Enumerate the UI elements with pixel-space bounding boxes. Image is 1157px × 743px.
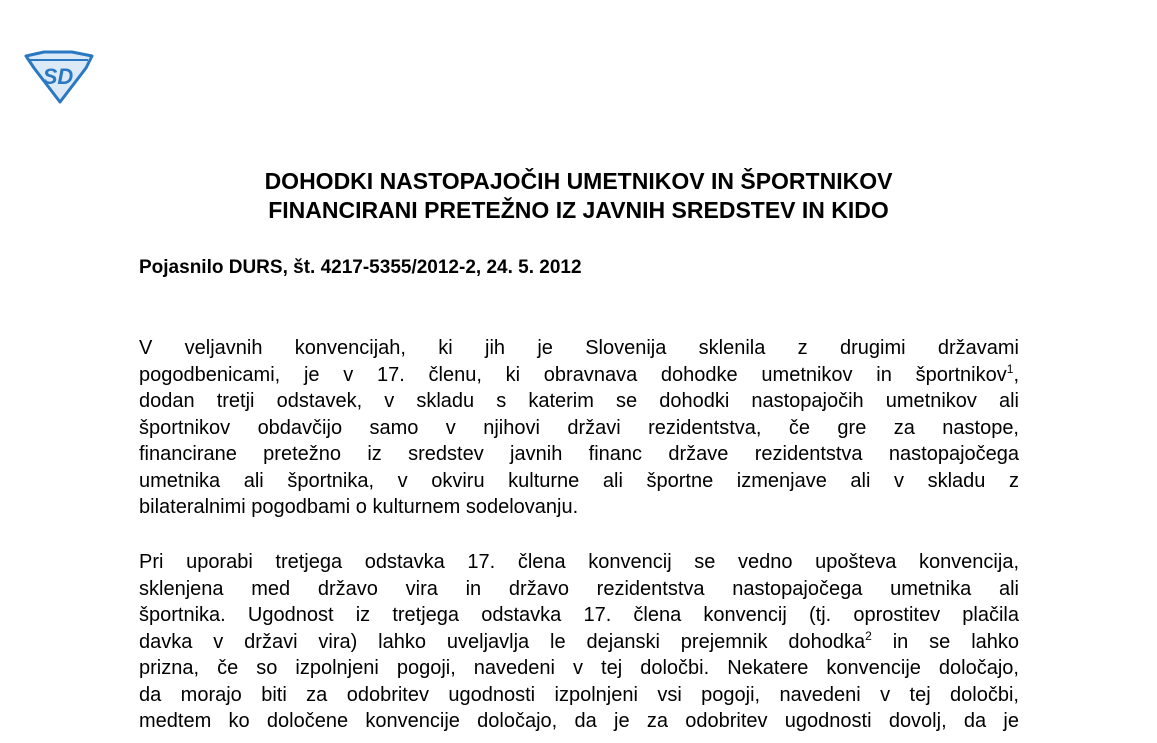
reference-line: Pojasnilo DURS, št. 4217-5355/2012-2, 24. 5. 2012 bbox=[139, 257, 582, 278]
paragraph-line: sklenjena med državo vira in državo rezidentstva nastopajočega umetnika ali bbox=[139, 577, 1019, 600]
paragraph-line: umetnika ali športnika, v okviru kulturne ali športne izmenjave ali v skladu z bbox=[139, 469, 1019, 492]
document-title bbox=[0, 167, 1157, 225]
paragraph-line: dodan tretji odstavek, v skladu s katerim se dohodki nastopajočih umetnikov ali bbox=[139, 390, 1019, 412]
paragraph-line: pogodbenicami, je v 17. členu, ki obravnava dohodke umetnikov in športnikov$^1$, bbox=[139, 361, 1019, 386]
sd-logo-icon bbox=[22, 50, 96, 104]
paragraph-line: V veljavnih konvencijah, ki jih je Slovenija sklenila z drugimi državami bbox=[139, 337, 1019, 359]
paragraph-2 bbox=[139, 549, 1019, 735]
paragraph-line: Pri uporabi tretjega odstavka 17. člena konvencij se vedno upošteva konvencija, bbox=[139, 551, 1019, 573]
paragraph-line: da morajo biti za odobritev ugodnosti izpolnjeni vsi pogoji, navedeni v tej določbi, bbox=[139, 683, 1019, 706]
logo-letters: SD bbox=[42, 64, 74, 89]
paragraph-line: davka v državi vira) lahko uveljavlja le dejanski prejemnik dohodka$^2$ in se lahko bbox=[139, 628, 1020, 653]
paragraph-line: medtem ko določene konvencije določajo, da je za odobritev ugodnosti dovolj, da je bbox=[139, 710, 1019, 732]
footnote-1-mark[interactable]: 1 bbox=[1006, 361, 1014, 376]
title-line-1: DOHODKI NASTOPAJOČIH UMETNIKOV IN ŠPORTNIKOV bbox=[264, 168, 893, 194]
paragraph-1 bbox=[139, 335, 1019, 521]
footnote-2-mark[interactable]: 2 bbox=[865, 628, 872, 643]
paragraph-line: bilateralnimi pogodbami o kulturnem sodelovanju. bbox=[139, 496, 579, 518]
paragraph-line: financirane pretežno iz sredstev javnih financ države rezidentstva nastopajočega bbox=[139, 443, 1019, 465]
title-line-2: FINANCIRANI PRETEŽNO IZ JAVNIH SREDSTEV IN KIDO bbox=[268, 197, 889, 223]
paragraph-line: prizna, če so izpolnjeni pogoji, navedeni v tej določbi. Nekatere konvencije določajo, bbox=[139, 657, 1019, 679]
paragraph-line: športnikov obdavčijo samo v njihovi državi rezidentstva, če gre za nastope, bbox=[139, 416, 1019, 439]
paragraph-line: športnika. Ugodnost iz tretjega odstavka 17. člena konvencij (tj. oprostitev plačila bbox=[139, 604, 1019, 626]
